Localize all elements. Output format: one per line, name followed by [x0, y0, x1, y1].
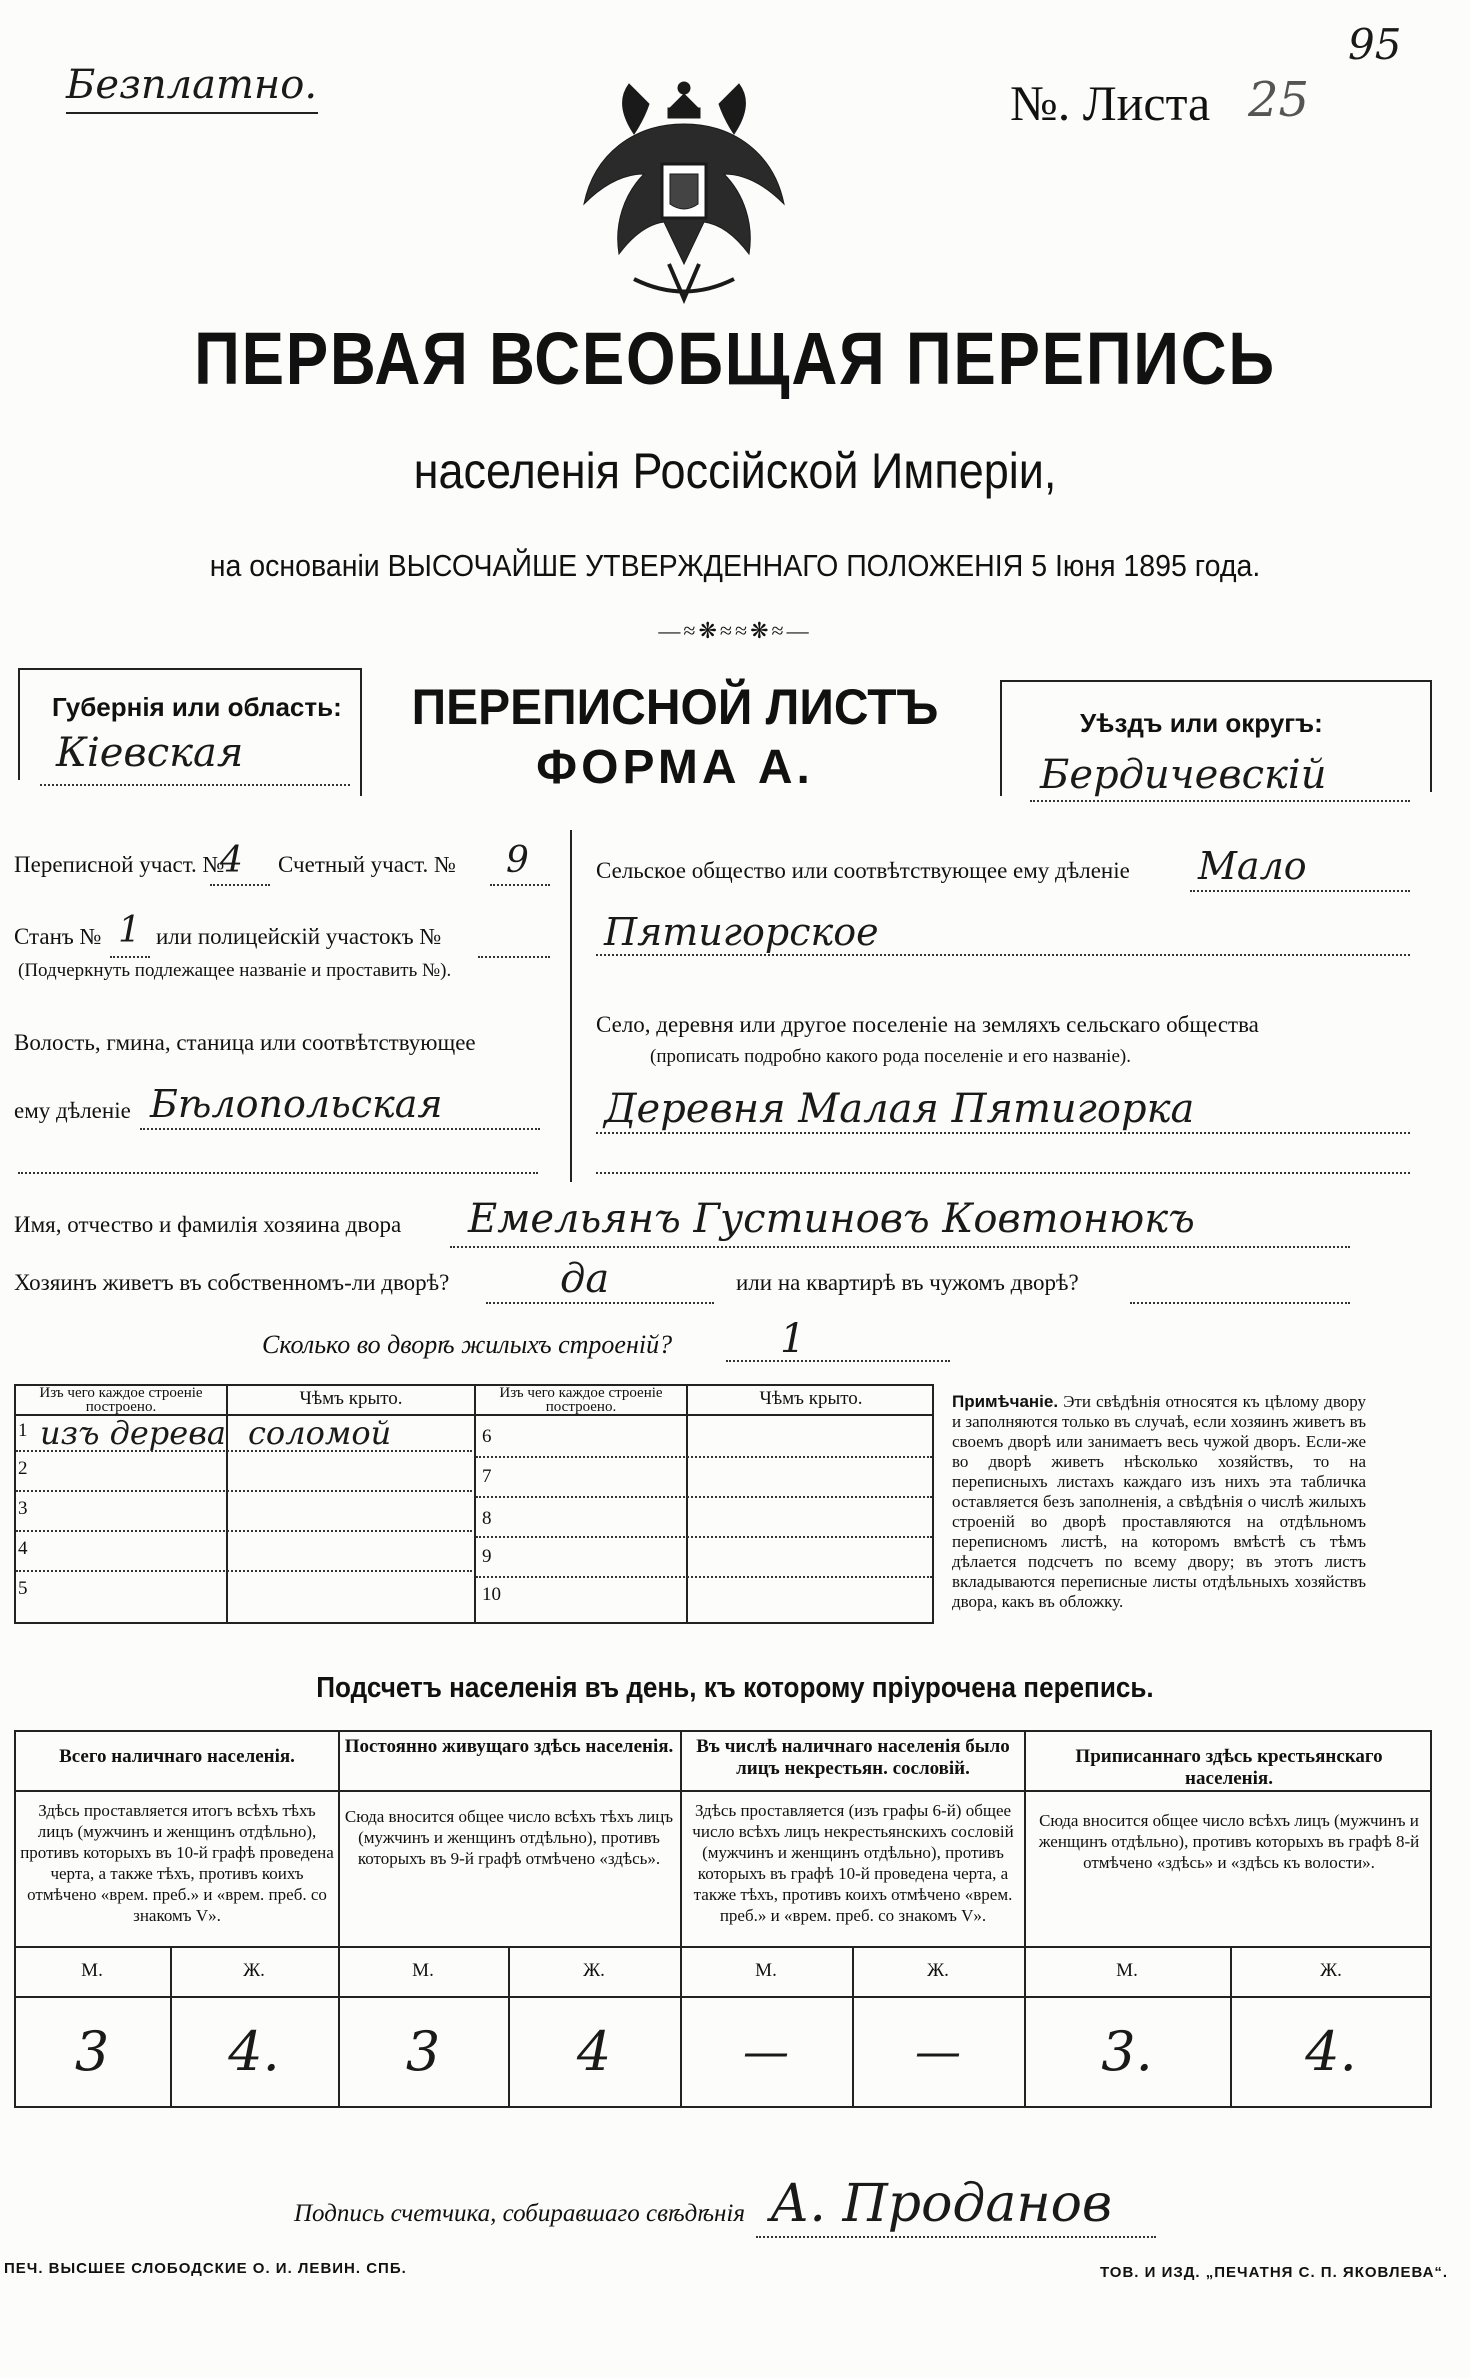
form-title: ПЕРЕПИСНОЙ ЛИСТЪ — [411, 679, 939, 735]
stan-value: 1 — [118, 910, 141, 951]
main-title: ПЕРВАЯ ВСЕОБЩАЯ ПЕРЕПИСЬ — [194, 317, 1276, 400]
sheet-number-label: №. Листа — [1010, 75, 1211, 131]
row-number: 6 — [482, 1426, 492, 1447]
uezd-value: Бердичевскій — [1040, 752, 1327, 798]
note-text: Эти свѣдѣнія относятся къ цѣлому двору и заполняются только въ случаѣ, если хозяинъ живетъ въ своемъ дворѣ или занимаетъ весь чужой дворъ. Если-же во дворѣ живетъ нѣсколько хозяйствъ, то на переписныхъ листахъ каждаго изъ нихъ эта табличка оставляется безъ заполненія, а свѣдѣнія о числѣ жилыхъ строеній во дворѣ проставляются на отдѣльномъ переписномъ листѣ, на которомъ вмѣстѣ съ тѣмъ дѣлается подсчетъ по всему двору; въ этотъ листъ вкладываются переписные листы отдѣльныхъ хозяйствъ двора, какъ въ обложку. — [952, 1392, 1367, 1611]
pop-m-value: — — [743, 2024, 789, 2078]
uezd-underline — [1030, 800, 1410, 802]
owner-name-underline — [450, 1246, 1350, 1248]
ornament-divider: —≈❋≈≈❋≈— — [658, 618, 812, 643]
row-material: изъ дерева — [40, 1414, 226, 1452]
pop-m-value: 3. — [1101, 2020, 1153, 2083]
pop-m-label: М. — [755, 1960, 777, 1981]
stan-label: Станъ № — [14, 924, 102, 949]
col-roof-header-left: Чѣмъ крыто. — [299, 1388, 403, 1409]
pop-m-label: М. — [81, 1960, 103, 1981]
footer-left: ПЕЧ. ВЫСШЕЕ СЛОБОДСКИЕ О. И. ЛЕВИН. СПБ. — [4, 2260, 407, 2277]
census-area-value: 4 — [220, 840, 243, 881]
header-left-right-border — [360, 668, 362, 796]
own-yard-value: да — [560, 1256, 610, 1302]
village-value: Деревня Малая Пятигорка — [604, 1086, 1195, 1132]
header-left-top-border — [18, 668, 360, 670]
pop-f-label: Ж. — [583, 1960, 605, 1981]
census-area-underline — [210, 884, 270, 886]
buildings-label: Сколько во дворѣ жилыхъ строеній? — [262, 1330, 673, 1359]
location-divider — [570, 830, 572, 1182]
own-yard-label: Хозяинъ живетъ въ собственномъ-ли дворѣ? — [14, 1270, 450, 1295]
pop-m-value: 3 — [74, 2020, 110, 2083]
buildings-underline — [726, 1360, 950, 1362]
pop-group-desc-non-peasant: Здѣсь проставляется (изъ графы 6-й) общее число всѣхъ лицъ некрестьянскихъ сословій (мужчинъ и женщинъ отдѣльно), противъ которыхъ въ графѣ 10-й проведена черта, а также тѣхъ, противъ коихъ отмѣчено «врем. преб.» и «врем. преб. со знакомъ V». — [692, 1801, 1014, 1925]
note-heading: Примѣчаніе. — [952, 1392, 1059, 1411]
row-line — [16, 1570, 472, 1572]
row-number: 9 — [482, 1546, 492, 1567]
owner-name-value: Емельянъ Густиновъ Ковтонюкъ — [468, 1196, 1195, 1242]
pop-group-title-non-peasant: Въ числѣ наличнаго населенія было лицъ некрестьян. сословій. — [696, 1736, 1010, 1779]
row-number: 7 — [482, 1466, 492, 1487]
sheet-number-value: 25 — [1248, 72, 1310, 128]
row-line — [16, 1490, 472, 1492]
count-area-underline — [490, 884, 550, 886]
count-area-value: 9 — [506, 840, 529, 881]
gubernia-label: Губернія или область: — [52, 692, 342, 722]
pop-group-desc-permanent: Сюда вносится общее число всѣхъ тѣхъ лицъ (мужчинъ и женщинъ отдѣльно), противъ которыхъ въ 9-й графѣ отмѣчено «здѣсь». — [344, 1807, 674, 1868]
row-number: 5 — [18, 1578, 28, 1599]
row-number: 4 — [18, 1538, 28, 1559]
row-number: 3 — [18, 1498, 28, 1519]
row-line — [16, 1530, 472, 1532]
buildings-table-mid-divider — [474, 1384, 476, 1624]
free-label: Безплатно. — [66, 62, 318, 108]
footer-right: ТОВ. И ИЗД. „ПЕЧАТНЯ С. П. ЯКОВЛЕВА“. — [1100, 2264, 1449, 2281]
pop-desc-divider — [14, 1946, 1432, 1948]
form-subtitle: ФОРМА А. — [536, 741, 814, 794]
row-roof: соломой — [248, 1414, 392, 1452]
row-line — [476, 1576, 932, 1578]
village-extra-underline — [596, 1172, 1410, 1174]
row-line — [476, 1456, 932, 1458]
buildings-table-col-divider-right — [686, 1384, 688, 1624]
village-note: (прописать подробно какого рода поселеніе и его названіе). — [650, 1046, 1131, 1067]
row-line — [16, 1450, 472, 1452]
apartment-underline — [1130, 1302, 1350, 1304]
signature-value: А. Проданов — [770, 2174, 1113, 2234]
pop-group-title-permanent: Постоянно живущаго здѣсь населенія. — [344, 1736, 674, 1757]
buildings-table-col-divider-left — [226, 1384, 228, 1624]
header-right-top-border — [1000, 680, 1430, 682]
underline-note: (Подчеркнуть подлежащее названіе и проставить №). — [18, 960, 452, 981]
row-number: 1 — [18, 1420, 28, 1441]
pop-group-title-registered: Приписаннаго здѣсь крестьянскаго населенія. — [1075, 1746, 1383, 1789]
society-underline-2 — [596, 954, 1410, 956]
pop-f-value: 4. — [228, 2020, 280, 2083]
pop-title-divider — [14, 1790, 1432, 1792]
row-number: 2 — [18, 1458, 28, 1479]
village-underline — [596, 1132, 1410, 1134]
uezd-label: Уѣздъ или округъ: — [1080, 708, 1323, 738]
pop-group-desc-total: Здѣсь проставляется итогъ всѣхъ тѣхъ лицъ (мужчинъ и женщинъ отдѣльно), противъ которыхъ въ 10-й графѣ проведена черта, а также тѣхъ, противъ коихъ отмѣчено «врем. преб.» и «врем. преб. со знакомъ V». — [20, 1801, 334, 1925]
pop-f-label: Ж. — [1320, 1960, 1342, 1981]
village-label: Село, деревня или другое поселеніе на земляхъ сельскаго общества — [596, 1012, 1259, 1037]
own-yard-underline — [486, 1302, 714, 1304]
pop-m-value: 3 — [405, 2020, 441, 2083]
note-block — [952, 1392, 1366, 1612]
header-right-side-border — [1430, 680, 1432, 792]
society-underline-1 — [1190, 890, 1410, 892]
header-left-side-border — [18, 668, 20, 780]
archive-number: 95 — [1348, 20, 1402, 69]
volost-extra-underline — [18, 1172, 538, 1174]
subtitle: населенія Россійской Имперіи, — [413, 443, 1057, 499]
volost-underline — [140, 1128, 540, 1130]
pop-group-title-total: Всего наличнаго населенія. — [59, 1746, 295, 1767]
pop-f-value: 4 — [576, 2020, 612, 2083]
free-label-underline — [66, 112, 318, 114]
row-line — [476, 1496, 932, 1498]
owner-name-label: Имя, отчество и фамилія хозяина двора — [14, 1212, 402, 1237]
signature-label: Подпись счетчика, собиравшаго свѣдѣнія — [294, 2200, 745, 2227]
count-area-label: Счетный участ. № — [278, 852, 456, 877]
pop-f-label: Ж. — [927, 1960, 949, 1981]
volost-value: Бѣлопольская — [150, 1082, 443, 1126]
header-right-left-border — [1000, 680, 1002, 796]
population-heading: Подсчетъ населенія въ день, къ которому пріурочена перепись. — [316, 1672, 1154, 1704]
buildings-value: 1 — [780, 1316, 806, 1362]
gubernia-underline — [40, 784, 350, 786]
row-line — [476, 1536, 932, 1538]
society-label: Сельское общество или соотвѣтствующее ему дѣленіе — [596, 858, 1130, 883]
society-value-2: Пятигорское — [604, 910, 879, 954]
pop-mf-divider — [14, 1996, 1432, 1998]
pop-m-label: М. — [412, 1960, 434, 1981]
society-value-1: Мало — [1198, 844, 1307, 888]
pop-group-desc-registered: Сюда вносится общее число всѣхъ лицъ (мужчинъ и женщинъ отдѣльно), противъ которыхъ въ графѣ 8-й отмѣчено «здѣсь» и «здѣсь къ волости». — [1038, 1811, 1420, 1872]
col-material-header-right: Изъ чего каждое строеніе построено. — [499, 1385, 663, 1415]
volost-label: Волость, гмина, станица или соотвѣтствующее — [14, 1030, 476, 1055]
police-underline — [478, 956, 550, 958]
pop-m-label: М. — [1116, 1960, 1138, 1981]
basis-line: на основаніи ВЫСОЧАЙШЕ УТВЕРЖДЕННАГО ПОЛОЖЕНІЯ 5 Іюня 1895 года. — [209, 548, 1261, 583]
volost-label-continued: ему дѣленіе — [14, 1098, 131, 1123]
pop-f-label: Ж. — [243, 1960, 265, 1981]
col-roof-header-right: Чѣмъ крыто. — [759, 1388, 863, 1409]
row-number: 8 — [482, 1508, 492, 1529]
row-number: 10 — [482, 1584, 501, 1605]
census-area-label: Переписной участ. № — [14, 852, 225, 877]
imperial-eagle-emblem-icon — [574, 64, 794, 314]
pop-f-value: 4. — [1305, 2020, 1357, 2083]
col-material-header-left: Изъ чего каждое строеніе построено. — [39, 1385, 203, 1415]
signature-underline — [756, 2236, 1156, 2238]
police-label: или полицейскій участокъ № — [156, 924, 442, 949]
gubernia-value: Кіевская — [56, 730, 244, 776]
stan-underline — [110, 956, 150, 958]
pop-f-value: — — [915, 2024, 961, 2078]
apartment-label: или на квартирѣ въ чужомъ дворѣ? — [736, 1270, 1079, 1295]
